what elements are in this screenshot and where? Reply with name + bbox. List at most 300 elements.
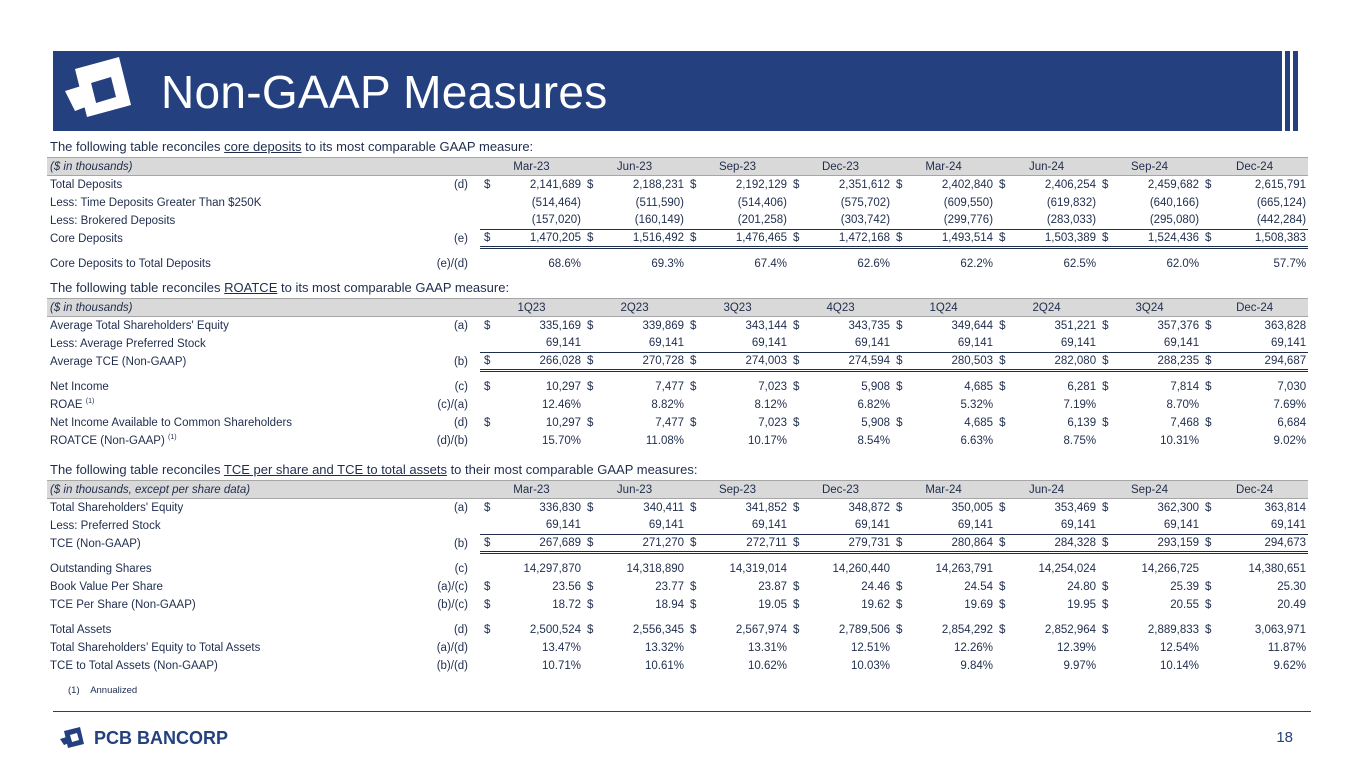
- cell-value: 69,141: [605, 335, 686, 353]
- column-header: Mar-23: [480, 158, 583, 176]
- row-label: [47, 255, 419, 273]
- cell-value: 12.51%: [851, 641, 891, 654]
- row-label: [47, 317, 419, 335]
- currency-symbol: [686, 432, 708, 450]
- header-units-label: ($ in thousands): [47, 158, 480, 176]
- table-row: [47, 517, 1308, 535]
- row-label-text: Total Deposits: [50, 178, 123, 191]
- table-row: [47, 639, 1308, 657]
- cell-value: 12.46%: [542, 398, 582, 411]
- cell-value: 7,814: [1170, 380, 1200, 393]
- cell-value: 2,459,682: [1147, 178, 1200, 191]
- cell-value: 23.77: [655, 580, 685, 593]
- row-reference: (c): [454, 562, 468, 575]
- currency-symbol: $: [1102, 319, 1109, 332]
- cell-value: 10.17%: [748, 434, 788, 447]
- currency-symbol: [583, 560, 605, 578]
- table-header-row: [47, 158, 1308, 176]
- cell-value: (665,124): [1256, 196, 1307, 209]
- currency-symbol: [480, 657, 502, 675]
- row-reference: (e): [453, 232, 468, 245]
- cell-value: 3,063,971: [1254, 623, 1307, 636]
- currency-symbol: [480, 255, 502, 273]
- cell-value: 294,687: [1223, 353, 1308, 371]
- cell-value: 1,470,205: [502, 230, 583, 248]
- row-label: [47, 517, 419, 535]
- cell-value: 274,003: [708, 353, 789, 371]
- row-reference: [419, 335, 480, 353]
- table-row: [47, 596, 1308, 614]
- section-heading-core-deposits: The following table reconciles core deposits to its most comparable GAAP measure:: [50, 139, 534, 154]
- row-label-text: Total Shareholders' Equity: [50, 501, 184, 514]
- currency-symbol: $: [1205, 380, 1212, 393]
- currency-symbol: [480, 432, 502, 450]
- currency-symbol: $: [892, 230, 914, 248]
- currency-symbol: [1098, 639, 1120, 657]
- table-row: [47, 176, 1308, 194]
- cell-value: 2,351,612: [838, 178, 891, 191]
- currency-symbol: $: [995, 535, 1017, 553]
- currency-symbol: $: [690, 623, 697, 636]
- table-row: [47, 621, 1308, 639]
- cell-value: 69.3%: [651, 257, 685, 270]
- cell-value: 280,503: [914, 353, 995, 371]
- column-header: Jun-23: [583, 481, 686, 499]
- column-header: Sep-24: [1098, 158, 1201, 176]
- cell-value: 7.19%: [1063, 398, 1097, 411]
- cell-value: 12.54%: [1160, 641, 1200, 654]
- currency-symbol: $: [1201, 535, 1223, 553]
- currency-symbol: $: [896, 380, 903, 393]
- cell-value: 272,711: [708, 535, 789, 553]
- currency-symbol: [686, 560, 708, 578]
- row-reference: (a): [453, 319, 468, 332]
- currency-symbol: [1098, 212, 1120, 230]
- cell-value: 12.26%: [954, 641, 994, 654]
- currency-symbol: $: [587, 623, 594, 636]
- row-spacer: [47, 371, 1308, 378]
- row-label: [47, 499, 419, 517]
- currency-symbol: $: [1205, 580, 1212, 593]
- currency-symbol: [892, 335, 914, 353]
- cell-value: 20.55: [1170, 598, 1200, 611]
- currency-symbol: $: [484, 501, 491, 514]
- currency-symbol: $: [1102, 598, 1109, 611]
- table-row: [47, 499, 1308, 517]
- currency-symbol: $: [480, 535, 502, 553]
- cell-value: 14,319,014: [729, 562, 788, 575]
- currency-symbol: $: [583, 230, 605, 248]
- currency-symbol: [1201, 432, 1223, 450]
- cell-value: 9.62%: [1273, 659, 1307, 672]
- cell-value: 5,908: [861, 380, 891, 393]
- spacer-cell: [47, 371, 1308, 378]
- currency-symbol: $: [1205, 416, 1212, 429]
- table-row: [47, 578, 1308, 596]
- cell-value: 7,023: [758, 416, 788, 429]
- cell-value: 2,406,254: [1044, 178, 1097, 191]
- cell-value: (609,550): [943, 196, 994, 209]
- cell-value: 357,376: [1157, 319, 1200, 332]
- cell-value: 363,814: [1264, 501, 1307, 514]
- cell-value: 348,872: [848, 501, 891, 514]
- currency-symbol: $: [583, 353, 605, 371]
- currency-symbol: [995, 560, 1017, 578]
- cell-value: 14,380,651: [1248, 562, 1307, 575]
- cell-value: 282,080: [1017, 353, 1098, 371]
- currency-symbol: [480, 639, 502, 657]
- currency-symbol: [1098, 194, 1120, 212]
- column-header: Dec-23: [789, 481, 892, 499]
- currency-symbol: [789, 657, 811, 675]
- row-label: [47, 596, 419, 614]
- cell-value: 350,005: [951, 501, 994, 514]
- cell-value: 8.82%: [651, 398, 685, 411]
- pcb-logo-icon: [60, 725, 88, 751]
- section-heading-roatce: The following table reconciles ROATCE to its most comparable GAAP measure:: [50, 280, 510, 295]
- currency-symbol: [1201, 657, 1223, 675]
- currency-symbol: $: [484, 416, 491, 429]
- cell-value: 2,188,231: [632, 178, 685, 191]
- currency-symbol: $: [1205, 501, 1212, 514]
- currency-symbol: $: [1102, 580, 1109, 593]
- cell-value: 69,141: [708, 335, 789, 353]
- cell-value: 274,594: [811, 353, 892, 371]
- currency-symbol: [995, 212, 1017, 230]
- row-label-text: Outstanding Shares: [50, 562, 152, 575]
- cell-value: 10.03%: [851, 659, 891, 672]
- cell-value: 8.75%: [1063, 434, 1097, 447]
- cell-value: 335,169: [539, 319, 582, 332]
- currency-symbol: [995, 335, 1017, 353]
- currency-symbol: $: [999, 598, 1006, 611]
- currency-symbol: [1098, 560, 1120, 578]
- cell-value: (575,702): [840, 196, 891, 209]
- cell-value: 24.46: [861, 580, 891, 593]
- currency-symbol: [789, 396, 811, 414]
- cell-value: 10.61%: [645, 659, 685, 672]
- table-row: [47, 335, 1308, 353]
- tce-table: [47, 480, 1308, 675]
- row-reference: (b)/(d): [436, 659, 468, 672]
- currency-symbol: $: [1098, 535, 1120, 553]
- cell-value: 8.12%: [754, 398, 788, 411]
- cell-value: 11.87%: [1267, 641, 1307, 654]
- currency-symbol: $: [793, 598, 800, 611]
- cell-value: 294,673: [1223, 535, 1308, 553]
- row-label: [47, 657, 419, 675]
- currency-symbol: [995, 194, 1017, 212]
- cell-value: 14,263,791: [935, 562, 994, 575]
- cell-value: 62.6%: [857, 257, 891, 270]
- currency-symbol: $: [484, 319, 491, 332]
- column-header: Dec-24: [1201, 481, 1308, 499]
- currency-symbol: $: [999, 416, 1006, 429]
- currency-symbol: $: [793, 623, 800, 636]
- currency-symbol: [995, 396, 1017, 414]
- row-reference: [419, 194, 480, 212]
- currency-symbol: [1201, 560, 1223, 578]
- currency-symbol: [789, 560, 811, 578]
- cell-value: 284,328: [1017, 535, 1098, 553]
- brand-name: PCB BANCORP: [94, 728, 229, 748]
- cell-value: 23.87: [758, 580, 788, 593]
- currency-symbol: [1201, 639, 1223, 657]
- currency-symbol: $: [1098, 353, 1120, 371]
- row-label-text: Core Deposits to Total Deposits: [50, 257, 211, 270]
- currency-symbol: $: [587, 580, 594, 593]
- cell-value: 69,141: [1120, 517, 1201, 535]
- cell-value: 19.62: [861, 598, 891, 611]
- footer-logo: [60, 725, 250, 751]
- currency-symbol: $: [793, 416, 800, 429]
- cell-value: 69,141: [1017, 335, 1098, 353]
- currency-symbol: [1098, 432, 1120, 450]
- row-label-text: Average Total Shareholders' Equity: [50, 319, 229, 332]
- row-label-text: ROATCE (Non-GAAP): [50, 434, 165, 447]
- cell-value: 362,300: [1157, 501, 1200, 514]
- page-title: Non-GAAP Measures: [161, 66, 608, 118]
- currency-symbol: [686, 517, 708, 535]
- row-reference: (d): [453, 416, 468, 429]
- cell-value: (157,020): [502, 212, 583, 230]
- currency-symbol: $: [896, 416, 903, 429]
- cell-value: 343,735: [848, 319, 891, 332]
- currency-symbol: [892, 517, 914, 535]
- cell-value: 14,260,440: [832, 562, 891, 575]
- currency-symbol: $: [484, 178, 491, 191]
- currency-symbol: $: [892, 535, 914, 553]
- currency-symbol: [686, 657, 708, 675]
- currency-symbol: $: [999, 178, 1006, 191]
- currency-symbol: $: [1102, 501, 1109, 514]
- currency-symbol: [583, 432, 605, 450]
- currency-symbol: [1098, 335, 1120, 353]
- column-header: Jun-24: [995, 158, 1098, 176]
- row-label-text: TCE to Total Assets (Non-GAAP): [50, 659, 218, 672]
- cell-value: 279,731: [811, 535, 892, 553]
- currency-symbol: $: [484, 623, 491, 636]
- currency-symbol: [1098, 657, 1120, 675]
- currency-symbol: [1098, 517, 1120, 535]
- currency-symbol: $: [793, 580, 800, 593]
- accent-bar: [1285, 51, 1290, 131]
- currency-symbol: $: [690, 580, 697, 593]
- currency-symbol: $: [587, 319, 594, 332]
- cell-value: 7,023: [758, 380, 788, 393]
- footer-divider: [53, 711, 1311, 712]
- cell-value: 7,030: [1277, 380, 1307, 393]
- cell-value: 14,297,870: [523, 562, 581, 575]
- row-reference: (d)/(b): [436, 434, 468, 447]
- cell-value: 8.70%: [1166, 398, 1200, 411]
- cell-value: 62.0%: [1166, 257, 1200, 270]
- currency-symbol: [892, 212, 914, 230]
- row-label: [47, 176, 419, 194]
- currency-symbol: [789, 639, 811, 657]
- cell-value: 69,141: [1017, 517, 1098, 535]
- row-reference: (d): [453, 178, 468, 191]
- currency-symbol: [789, 255, 811, 273]
- cell-value: (201,258): [708, 212, 789, 230]
- cell-value: 2,852,964: [1044, 623, 1097, 636]
- row-label: [47, 535, 419, 553]
- cell-value: 69,141: [708, 517, 789, 535]
- row-spacer: [47, 248, 1308, 255]
- currency-symbol: $: [789, 535, 811, 553]
- table-header-row: [47, 481, 1308, 499]
- row-reference: (b): [453, 537, 468, 550]
- cell-value: 339,869: [642, 319, 685, 332]
- cell-value: 9.84%: [960, 659, 994, 672]
- column-header: 3Q23: [686, 299, 789, 317]
- row-reference: (a)/(d): [436, 641, 468, 654]
- cell-value: 25.30: [1277, 580, 1307, 593]
- currency-symbol: $: [793, 501, 800, 514]
- currency-symbol: $: [1102, 416, 1109, 429]
- currency-symbol: [1201, 212, 1223, 230]
- cell-value: 7,477: [655, 380, 685, 393]
- row-label-text: ROAE: [50, 398, 83, 411]
- currency-symbol: $: [995, 353, 1017, 371]
- column-header: 2Q23: [583, 299, 686, 317]
- column-header: 3Q24: [1098, 299, 1201, 317]
- column-header: 1Q24: [892, 299, 995, 317]
- cell-value: 10.31%: [1160, 434, 1200, 447]
- table-header-row: [47, 299, 1308, 317]
- cell-value: 363,828: [1264, 319, 1307, 332]
- currency-symbol: [480, 212, 502, 230]
- cell-value: 1,503,389: [1017, 230, 1098, 248]
- cell-value: 14,254,024: [1038, 562, 1097, 575]
- cell-value: 69,141: [811, 335, 892, 353]
- cell-value: 1,524,436: [1120, 230, 1201, 248]
- cell-value: (514,406): [737, 196, 788, 209]
- row-label-text: Net Income Available to Common Shareholders: [50, 416, 293, 429]
- row-label-text: Average TCE (Non-GAAP): [50, 355, 187, 368]
- cell-value: 18.94: [655, 598, 685, 611]
- currency-symbol: $: [1205, 178, 1212, 191]
- currency-symbol: $: [1098, 230, 1120, 248]
- currency-symbol: $: [587, 380, 594, 393]
- row-reference: (c)/(a): [437, 398, 468, 411]
- header-units-label: ($ in thousands, except per share data): [47, 481, 480, 499]
- currency-symbol: [789, 335, 811, 353]
- cell-value: 9.97%: [1063, 659, 1097, 672]
- cell-value: 7,477: [655, 416, 685, 429]
- cell-value: 12.39%: [1057, 641, 1097, 654]
- table-row: [47, 194, 1308, 212]
- column-header: Dec-24: [1201, 158, 1308, 176]
- cell-value: 341,852: [745, 501, 788, 514]
- currency-symbol: $: [686, 230, 708, 248]
- cell-value: 18.72: [552, 598, 581, 611]
- cell-value: 288,235: [1120, 353, 1201, 371]
- cell-value: 10.71%: [541, 659, 581, 672]
- row-spacer: [47, 553, 1308, 560]
- cell-value: 7.69%: [1273, 398, 1307, 411]
- currency-symbol: $: [587, 501, 594, 514]
- cell-value: (511,590): [635, 196, 685, 209]
- cell-value: 57.7%: [1273, 257, 1307, 270]
- currency-symbol: $: [793, 178, 800, 191]
- row-label-text: TCE Per Share (Non-GAAP): [50, 598, 196, 611]
- cell-value: 10.14%: [1160, 659, 1200, 672]
- cell-value: 336,830: [539, 501, 581, 514]
- currency-symbol: $: [686, 353, 708, 371]
- currency-symbol: [686, 639, 708, 657]
- cell-value: 15.70%: [542, 434, 582, 447]
- cell-value: 23.56: [552, 580, 581, 593]
- pcb-logo-icon: [61, 53, 141, 129]
- currency-symbol: $: [480, 353, 502, 371]
- currency-symbol: [1201, 517, 1223, 535]
- header-units-label: ($ in thousands): [47, 299, 480, 317]
- cell-value: 280,864: [914, 535, 995, 553]
- currency-symbol: [480, 396, 502, 414]
- cell-value: (640,166): [1149, 196, 1200, 209]
- cell-value: 69,141: [605, 517, 686, 535]
- cell-value: 69,141: [502, 335, 583, 353]
- cell-value: 10,297: [545, 380, 582, 393]
- cell-value: 13.47%: [541, 641, 581, 654]
- cell-value: 13.32%: [645, 641, 685, 654]
- cell-value: 69,141: [914, 335, 995, 353]
- table-row: [47, 317, 1308, 335]
- currency-symbol: $: [1201, 353, 1223, 371]
- currency-symbol: [1201, 396, 1223, 414]
- currency-symbol: [789, 432, 811, 450]
- table-row: [47, 432, 1308, 450]
- currency-symbol: $: [484, 380, 491, 393]
- currency-symbol: [686, 396, 708, 414]
- currency-symbol: [583, 212, 605, 230]
- table-row: [47, 255, 1308, 273]
- cell-value: (299,776): [914, 212, 995, 230]
- cell-value: (514,464): [531, 196, 581, 209]
- row-label: [47, 194, 419, 212]
- title-banner: [53, 51, 1282, 131]
- currency-symbol: $: [484, 598, 491, 611]
- cell-value: 10,297: [545, 416, 582, 429]
- column-header: Sep-23: [686, 481, 789, 499]
- currency-symbol: [995, 639, 1017, 657]
- row-label: [47, 212, 419, 230]
- currency-symbol: $: [690, 598, 697, 611]
- row-label-text: Less: Brokered Deposits: [50, 214, 176, 227]
- cell-value: 271,270: [605, 535, 686, 553]
- cell-value: 62.5%: [1063, 257, 1097, 270]
- currency-symbol: $: [896, 580, 903, 593]
- currency-symbol: [480, 517, 502, 535]
- currency-symbol: $: [999, 319, 1006, 332]
- currency-symbol: $: [690, 416, 697, 429]
- row-label: [47, 353, 419, 371]
- column-header: Dec-23: [789, 158, 892, 176]
- row-label: [47, 621, 419, 639]
- currency-symbol: [892, 639, 914, 657]
- row-label: [47, 639, 419, 657]
- cell-value: 2,556,345: [632, 623, 685, 636]
- column-header: Sep-23: [686, 158, 789, 176]
- currency-symbol: $: [480, 230, 502, 248]
- column-header: Mar-24: [892, 158, 995, 176]
- cell-value: 270,728: [605, 353, 686, 371]
- cell-value: 5.32%: [960, 398, 994, 411]
- cell-value: 2,789,506: [838, 623, 891, 636]
- row-label-text: TCE (Non-GAAP): [50, 537, 141, 550]
- core-deposits-table: [47, 157, 1308, 273]
